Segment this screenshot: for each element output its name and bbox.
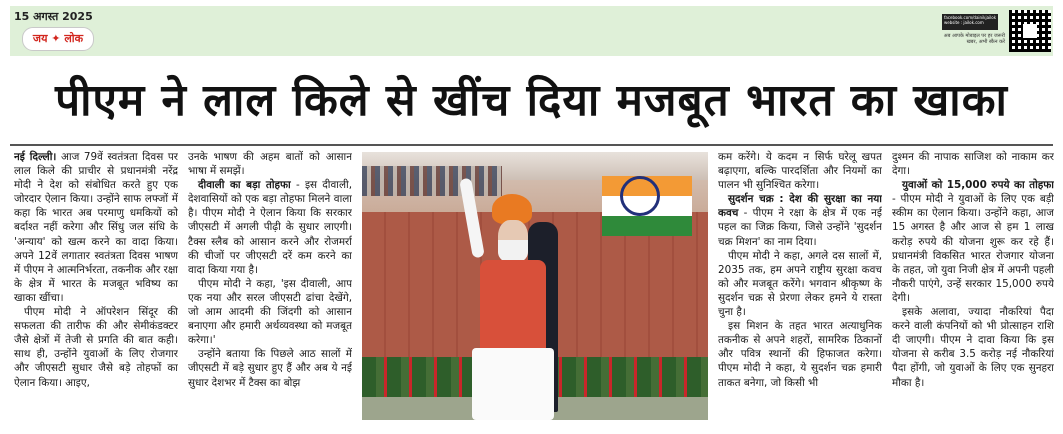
paragraph-text: - पीएम मोदी ने युवाओं के लिए एक बड़ी स्कीम का ऐलान किया। उन्होंने कहा, आज 15 अगस्त है और आज से हम 1 लाख करोड़ रुपये की योजना शुरू कर रहे हैं। प्रधानमंत्री विकसित भारत रोजगार योजना के तहत, जो युवा निजी क्षेत्र में अपनी पहली नौकरी पाएंगे, उन्हें सरकार 15,000 रुपये देगी। xyxy=(892,193,1054,304)
headline: पीएम ने लाल किले से खींच दिया मजबूत भारत का खाका xyxy=(55,75,1008,126)
white-kurta xyxy=(472,348,554,420)
paragraph: दुश्मन की नापाक साजिश को नाकाम कर देगा। xyxy=(892,151,1054,178)
headline-rule xyxy=(10,144,1053,146)
paragraph: उन्होंने बताया कि पिछले आठ सालों में जीएसटी में बड़े सुधार हुए हैं और अब ये नई सुधार देशभर में टैक्स का बोझ xyxy=(188,348,352,389)
paragraph xyxy=(188,178,352,277)
social-links: facebook.com/dainikjailok website : jailok.com xyxy=(942,14,998,30)
issue-date: 15 अगस्त 2025 xyxy=(14,10,93,23)
subheading: दीवाली का बड़ा तोहफा xyxy=(198,179,291,192)
paragraph-text: आज 79वें स्वतंत्रता दिवस पर लाल किले की प्राचीर से प्रधानमंत्री नरेंद्र मोदी ने देश को संबोधित करते हुए एक जोरदार ऐलान किया। उन्होंने साफ लफ्जों में कहा कि भारत अब परमाणु धमकियों को बर्दाश्त नहीं करेगा और सिंधु जल संधि के 'अन्याय' को खत्म करने का वादा किया। अपने 12वें लगातार स्वतंत्रता दिवस भाषण में पीएम ने आत्मनिर्भरता, तकनीक और रक्षा के क्षेत्र में भारत के मजबूत भविष्य का खाका खींचा। xyxy=(14,151,178,304)
pm-figure xyxy=(458,172,568,420)
article-column-3 xyxy=(718,150,882,430)
subheading: सुदर्शन चक्र : देश की सुरक्षा का नया कवच xyxy=(718,193,882,220)
paragraph-text: - इस दीवाली, देशवासियों को एक बड़ा तोहफा मिलने वाला है। पीएम मोदी ने ऐलान किया कि सरकार जीएसटी में अगली पीढ़ी के सुधार लाएगी। टैक्स स्लैब को आसान करने और रोजमर्रा की चीजों पर जीएसटी दरें कम करने का वादा किया गया है। xyxy=(188,179,352,276)
qr-code-icon[interactable] xyxy=(1009,10,1051,52)
paragraph: पीएम मोदी ने कहा, अगले दस सालों में, 2035 तक, हम अपने राष्ट्रीय सुरक्षा कवच को और मजबूत करेंगे। भगवान श्रीकृष्ण के सुदर्शन चक्र से प्रेरणा लेकर हमने ये रास्ता चुना है। xyxy=(718,249,882,319)
paragraph: इसके अलावा, ज्यादा नौकरियां पैदा करने वाली कंपनियों को भी प्रोत्साहन राशि दी जाएगी। पीएम ने दावा किया कि इस योजना से करीब 3.5 करोड़ नई नौकरियां पैदा होंगी, जो युवाओं के लिए एक सुनहरा मौका है। xyxy=(892,306,1054,389)
paragraph: उनके भाषण की अहम बातों को आसान भाषा में समझें। xyxy=(188,151,352,178)
orange-vest xyxy=(480,260,546,356)
dateline: नई दिल्ली। xyxy=(14,151,57,163)
article-column-1 xyxy=(14,150,178,430)
waving-arm xyxy=(459,178,485,259)
subheading: युवाओं को 15,000 रुपये का तोहफा xyxy=(902,179,1054,192)
ashoka-chakra-icon xyxy=(620,176,660,216)
paragraph xyxy=(718,192,882,248)
paragraph xyxy=(14,150,178,305)
masthead-bar xyxy=(10,6,1053,56)
article-column-2 xyxy=(188,150,352,430)
paragraph: पीएम मोदी ने कहा, 'इस दीवाली, आप एक नया और सरल जीएसटी ढांचा देखेंगे, जो आम आदमी की जिंदगी को आसान बनाएगा और हमारी अर्थव्यवस्था को मजबूत करेगा।' xyxy=(188,277,352,347)
paragraph-text: - पीएम ने रक्षा के क्षेत्र में एक नई पहल का जिक्र किया, जिसे उन्होंने 'सुदर्शन चक्र मिशन' का नाम दिया। xyxy=(718,207,882,248)
paragraph: कम करेंगे। ये कदम न सिर्फ घरेलू खपत बढ़ाएगा, बल्कि पारदर्शिता और नियमों का पालन भी सुनिश्चित करेगा। xyxy=(718,151,882,192)
pm-waving-photo xyxy=(362,152,708,420)
article-column-4 xyxy=(892,150,1054,430)
paragraph: इस मिशन के तहत भारत अत्याधुनिक तकनीक से अपने शहरों, सामरिक ठिकानों और पवित्र स्थानों की हिफाजत करेगा। पीएम मोदी ने कहा, ये सुदर्शन चक्र हमारी ताकत बनेगा, जो किसी भी xyxy=(718,320,882,389)
paragraph xyxy=(892,178,1054,305)
qr-tagline: अब आपके मोबाइल पर हर जरूरी खबर, अभी स्कैन करें xyxy=(943,33,1005,45)
newspaper-logo: जय ✦ लोक xyxy=(22,27,94,51)
paragraph: पीएम मोदी ने ऑपरेशन सिंदूर की सफलता की तारीफ की और सेमीकंडक्टर जैसे क्षेत्रों में तेजी से प्रगति की बात कही। साथ ही, उन्होंने युवाओं के लिए रोजगार और जीएसटी सुधार जैसे बड़े तोहफों का ऐलान किया। आइए, xyxy=(14,306,178,389)
